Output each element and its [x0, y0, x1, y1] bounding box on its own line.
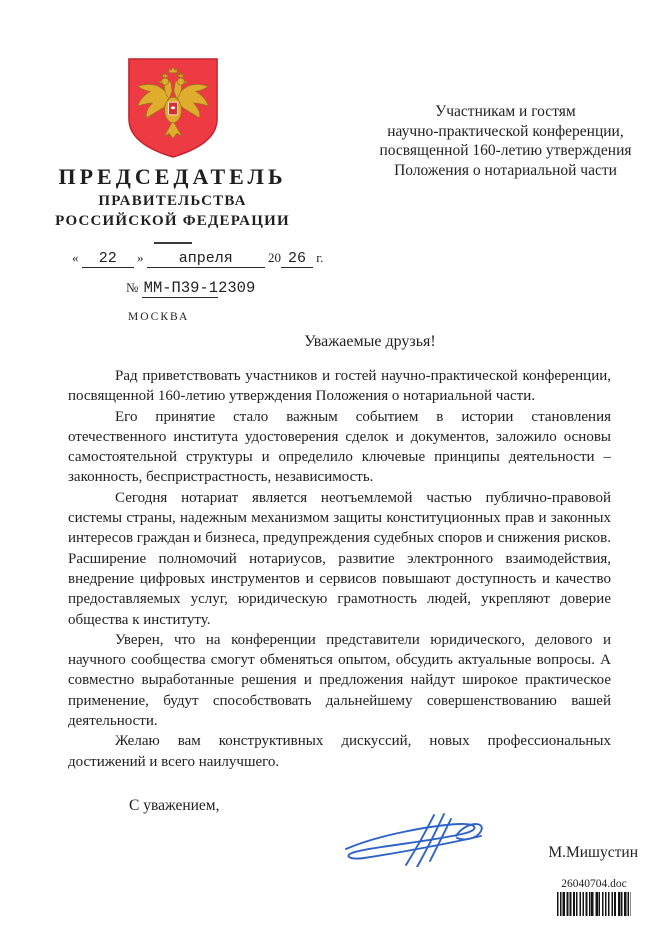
barcode [557, 892, 631, 916]
addressee-block [368, 102, 643, 180]
letterhead-title: ПРЕДСЕДАТЕЛЬ [58, 164, 287, 189]
open-quote: « [72, 250, 79, 265]
body-paragraph: Уверен, что на конференции представители юридического, делового и научного сообщества смогут обменяться опытом, обсудить актуальные вопросы. А совместно выработанные решения и предложения найдут широкое практическое применение, будут способствовать дальнейшему совершенствованию вашей деятельности. [68, 631, 611, 730]
doc-reference [552, 877, 636, 916]
signature-scribble [338, 809, 488, 867]
date-year-suffix: г. [316, 250, 324, 265]
addressee-line: научно-практической конференции, [387, 122, 624, 140]
letterhead-subtitle-1: ПРАВИТЕЛЬСТВА [98, 193, 247, 209]
document-number: ММ-П39-12309 [143, 279, 256, 297]
body-paragraph: Желаю вам конструктивных дискуссий, новых профессиональных достижений и всего наилучшего. [68, 733, 611, 770]
coat-of-arms-icon [124, 56, 222, 160]
salutation: Уважаемые друзья! [304, 333, 436, 350]
letterhead-subtitle-2: РОССИЙСКОЙ ФЕДЕРАЦИИ [55, 213, 290, 229]
number-sign: № [126, 280, 139, 295]
closing-phrase: С уважением, [129, 797, 220, 814]
date-century: 20 [268, 250, 281, 265]
date-month-field: апреля [147, 251, 265, 268]
body-paragraph: Его принятие стало важным событием в истории становления отечественного института удостоверения сделок и документов, заложило основы самостоятельной структуры и определило ключевые принципы деятельности – законность, беспристрастность, независимость. [68, 408, 611, 486]
document-number-line [126, 279, 257, 297]
addressee-line: Участникам и гостям [435, 103, 576, 120]
letter-body [68, 366, 611, 772]
addressee-line: посвященной 160-летию утверждения [379, 142, 632, 159]
close-quote: » [137, 250, 144, 265]
signatory-name: М.Мишустин [548, 844, 638, 861]
city-label: МОСКВА [128, 311, 190, 323]
body-paragraph: Сегодня нотариат является неотъемлемой частью публично-правовой системы страны, надежным механизмом защиты конституционных прав и законных интересов граждан и бизнеса, предупреждения судебных споров и снижения рисков. Расширение полномочий нотариусов, развитие электронного взаимодействия, внедрение цифровых инструментов и сервисов повышают доступность и качество предоставляемых услуг, юридическую грамотность людей, укрепляют доверие общества к институту. [68, 489, 611, 628]
date-line [72, 250, 323, 268]
addressee-line: Положения о нотариальной части [394, 161, 617, 179]
doc-filename: 26040704.doc [561, 878, 627, 890]
date-year-field: 26 [281, 251, 313, 268]
body-paragraph: Рад приветствовать участников и гостей научно-практической конференции, посвященной 160-летию утверждения Положения о нотариальной части. [68, 368, 611, 405]
letterhead-divider [154, 242, 192, 244]
date-day-field: 22 [82, 251, 134, 268]
letterhead [45, 56, 300, 244]
